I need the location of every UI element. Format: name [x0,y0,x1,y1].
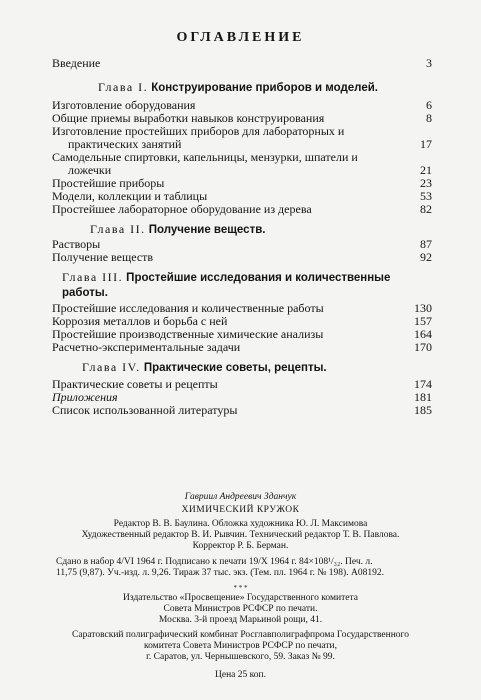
toc-entry-label: Практические советы и рецепты [52,377,218,391]
chapter-prefix: Глава IV. [82,360,141,374]
toc-entry-label: Изготовление простейших приборов для лабораторных и [52,124,345,138]
chapter-prefix: Глава III. [62,270,124,284]
chapter-prefix: Глава I. [98,80,149,94]
imprint-publisher-1: Издательство «Просвещение» Государственного комитета [123,593,358,603]
toc-entry-label: Модели, коллекции и таблицы [52,189,208,203]
imprint-printer-3: г. Саратов, ул. Чернышевского, 59. Заказ № 99. [146,652,335,662]
imprint-printer-1: Саратовский полиграфический комбинат Росглавполиграфпрома Государственного [72,630,409,640]
toc-entry-label: практических занятий [68,137,182,151]
toc-entry-page: 181 [411,391,432,404]
imprint-publisher-3: Москва. 3-й проезд Марьиной рощи, 41. [158,615,323,625]
imprint-proofreader: Корректор Р. Б. Берман. [192,541,289,551]
chapter-name: Получение веществ. [148,224,266,236]
toc-entry-page: 3 [423,57,432,70]
page-title: ОГЛАВЛЕНИЕ [176,30,305,45]
toc-entry-page: 21 [417,164,432,177]
toc-entry-page: 185 [411,404,432,417]
toc-entry [52,203,432,216]
toc-entry-page: 6 [423,99,432,112]
toc-entry-label: Простейшее лабораторное оборудование из дерева [52,202,312,216]
toc-entry-label: Введение [52,56,101,70]
toc-entry-page: 82 [417,203,432,216]
toc-entry-page: 92 [417,251,432,264]
imprint-print-line-2: 11,75 (9,87). Уч.-изд. л. 9,26. Тираж 37 тыс. экз. (Тем. пл. 1964 г. № 198). А08192. [56,568,384,578]
toc-entry-label: Список использованной литературы [52,403,238,417]
toc-entry-label: Коррозия металлов и борьба с ней [52,314,228,328]
toc-entry-label: Простейшие производственные химические анализы [52,327,324,341]
imprint-publisher-2: Совета Министров РСФСР по печати. [163,604,318,614]
toc-entry-label: Самодельные спиртовки, капельницы, мензурки, шпатели и [52,150,358,164]
toc-entry-page: 157 [411,315,432,328]
toc-entry-label: ложечки [68,163,112,177]
imprint-stars: * * * [233,584,248,592]
imprint-print-line-1: Сдано в набор 4/VI 1964 г. Подписано к печати 19/X 1964 г. 84×108¹/₃₂. Печ. л. [56,557,373,567]
toc-entry-label: Изготовление оборудования [52,98,196,112]
toc-entry [52,404,432,417]
chapter-name: Конструирование приборов и моделей. [151,82,378,94]
toc-entry-page: 87 [417,238,432,251]
chapter-heading [98,80,468,95]
chapter-name: Простейшие исследования и количественные работы. [62,272,391,299]
toc-entry-label: Общие приемы выработки навыков конструирования [52,111,325,125]
chapter-heading [82,360,452,375]
chapter-heading [90,222,460,237]
toc-entry [52,341,432,354]
toc-entry-page: 53 [417,190,432,203]
toc-entry [52,251,432,264]
toc-entry-label: Простейшие исследования и количественные работы [52,301,324,315]
toc-entry-page: 174 [411,378,432,391]
chapter-prefix: Глава II. [90,222,146,236]
toc-entry-label: Приложения [52,390,118,404]
imprint-book-title: ХИМИЧЕСКИЙ КРУЖОК [181,505,300,515]
imprint-editor: Редактор В. В. Баулина. Обложка художника Ю. Л. Максимова [113,519,368,529]
toc-entry-page: 130 [411,302,432,315]
toc-entry-label: Простейшие приборы [52,176,165,190]
imprint-author: Гавриил Андреевич Зданчук [184,492,297,502]
toc-entry-page: 8 [423,112,432,125]
chapter-name: Практические советы, рецепты. [143,362,327,374]
toc-entry-label: Получение веществ [52,250,154,264]
toc-entry-label: Растворы [52,237,101,251]
toc-entry-label: Расчетно-экспериментальные задачи [52,340,241,354]
chapter-heading [62,270,392,300]
toc-entry-page: 23 [417,177,432,190]
imprint-price: Цена 25 коп. [215,670,266,680]
imprint-printer-2: комитета Совета Министров РСФСР по печати, [143,641,338,651]
toc-entry-page: 17 [417,138,432,151]
toc-entry-page: 170 [411,341,432,354]
toc-entry-page: 164 [411,328,432,341]
imprint-art-editor: Художественный редактор В. И. Рывчин. Технический редактор Т. В. Павлова. [81,530,400,540]
toc-entry-intro [52,57,432,70]
